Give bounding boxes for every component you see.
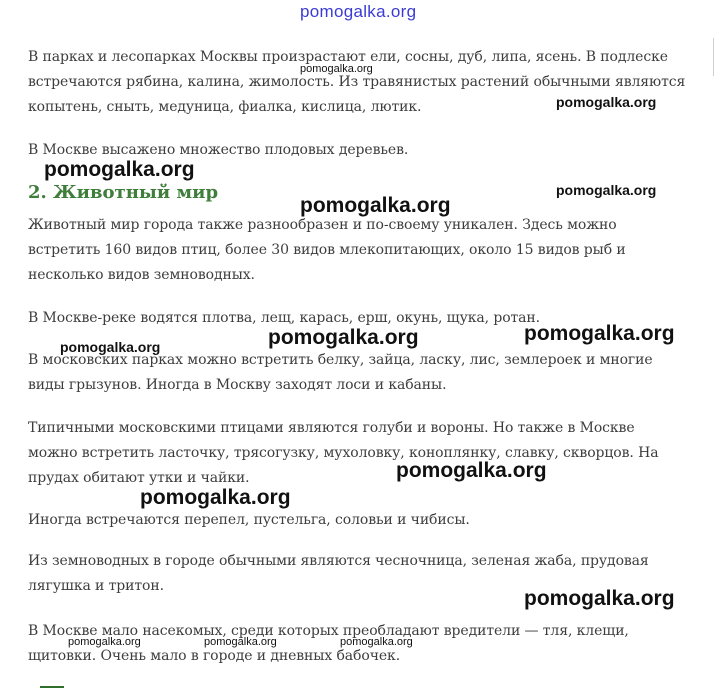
watermark: pomogalka.org: [340, 636, 413, 648]
paragraph-fauna-overview: Животный мир города также разнообразен и по-своему уникален. Здесь можно встретить 160 видов птиц, более 30 видов млекопитающих, около 15 видов рыб и несколько видов земноводных.: [28, 217, 626, 283]
paragraph-river-fish: В Москве-реке водятся плотва, лещ, карась, ерш, окунь, щука, ротан.: [28, 310, 540, 326]
watermark: pomogalka.org: [204, 636, 277, 648]
paragraph-trees: В парках и лесопарках Москвы произрастают ели, сосны, дуб, липа, ясень. В подлеске встречаются рябина, калина, жимолость. Из травянистых растений обычными являются копытень, сныть, медуница, фиалка, кислица, лютик.: [28, 49, 686, 115]
scroll-edge: [713, 38, 714, 76]
paragraph-birds: Типичными московскими птицами являются голуби и вороны. Но также в Москве можно встретить ласточку, трясогузку, мухоловку, коноплянку, славку, скворцов. На прудах обитают утки и чайки.: [28, 420, 659, 486]
watermark: pomogalka.org: [60, 339, 161, 355]
watermark: pomogalka.org: [300, 63, 373, 75]
paragraph-fruit-trees: В Москве высажено множество плодовых деревьев.: [28, 142, 409, 158]
watermark: pomogalka.org: [396, 459, 547, 482]
watermark: pomogalka.org: [556, 182, 657, 198]
paragraph-insects: В Москве мало насекомых, среди которых преобладают вредители — тля, клещи, щитовки. Очень мало в городе и дневных бабочек.: [28, 623, 629, 664]
watermark-top: pomogalka.org: [300, 2, 417, 21]
watermark: pomogalka.org: [524, 322, 675, 345]
watermark: pomogalka.org: [68, 636, 141, 648]
watermark: pomogalka.org: [300, 194, 451, 217]
watermark: pomogalka.org: [556, 94, 657, 110]
watermark: pomogalka.org: [44, 158, 195, 181]
watermark: pomogalka.org: [524, 587, 675, 610]
watermark: pomogalka.org: [268, 326, 419, 349]
paragraph-rare-birds: Иногда встречаются перепел, пустельга, соловьи и чибисы.: [28, 512, 470, 528]
section-heading-fauna: 2. Животный мир: [28, 182, 219, 203]
watermark: pomogalka.org: [140, 486, 291, 509]
next-heading-fragment: [40, 686, 64, 694]
paragraph-park-mammals: В московских парках можно встретить белку, зайца, ласку, лис, землероек и многие виды грызунов. Иногда в Москву заходят лоси и кабаны.: [28, 352, 653, 393]
paragraph-amphibians: Из земноводных в городе обычными являются чесночница, зеленая жаба, прудовая лягушка и тритон.: [28, 553, 649, 594]
